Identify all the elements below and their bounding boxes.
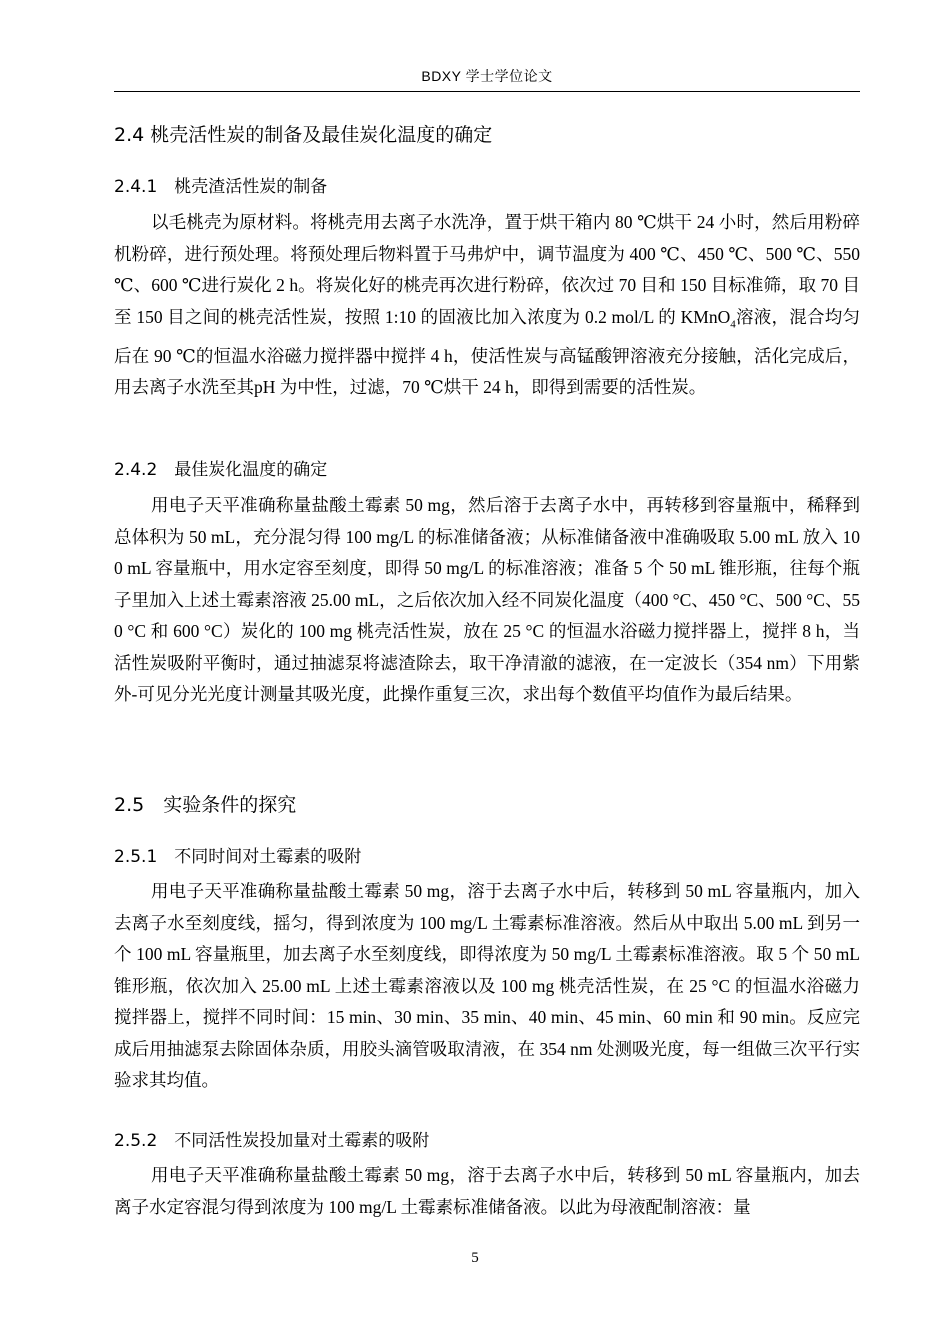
subscript-4: 4 — [730, 318, 736, 330]
section-heading-2-5-1: 2.5.1 不同时间对土霉素的吸附 — [114, 847, 362, 867]
paragraph-2-4-1 — [114, 207, 860, 404]
paragraph-2-5-1: 用电子天平准确称量盐酸土霉素 50 mg，溶于去离子水中后，转移到 50 mL 容量瓶内，加入去离子水至刻度线，摇匀，得到浓度为 100 mg/L 土霉素标准溶液。然后从中取出 5.00 mL 到另一个 100 mL 容量瓶里，加去离子水至刻度线，即得浓度为 50 mg/L 土霉素标准溶液。取 5 个 50 mL 锥形瓶，依次加入 25.00 mL 上述土霉素溶液以及 100 mg 桃壳活性炭，在 25 °C 的恒温水浴磁力搅拌器上，搅拌不同时间：15 min、30 min、35 min、40 min、45 min、60 min 和 90 min。反应完成后用抽滤泵去除固体杂质，用胶头滴管吸取清液，在 354 nm 处测吸光度，每一组做三次平行实验求其均值。 — [114, 881, 860, 1090]
paragraph-2-5-2: 用电子天平准确称量盐酸土霉素 50 mg，溶于去离子水中后，转移到 50 mL 容量瓶内，加去离子水定容混匀得到浓度为 100 mg/L 土霉素标准储备液。以此为母液配制溶液：量 — [114, 1165, 860, 1217]
paragraph-2-4-1-text-b: 溶液，混合均匀后在 90 ℃的恒温水浴磁力搅拌器中搅拌 4 h，使活性炭与高锰酸钾溶液充分接触，活化完成后，用去离子水洗至其pH 为中性，过滤，70 ℃烘干 24 h，即得到需要的活性炭。 — [114, 306, 861, 397]
section-heading-2-4-2: 2.4.2 最佳炭化温度的确定 — [114, 460, 328, 480]
section-heading-2-4: 2.4 桃壳活性炭的制备及最佳炭化温度的确定 — [114, 124, 493, 146]
page-number: 5 — [471, 1250, 479, 1266]
section-heading-2-4-1: 2.4.1 桃壳渣活性炭的制备 — [114, 177, 328, 197]
section-heading-2-5-2: 2.5.2 不同活性炭投加量对土霉素的吸附 — [114, 1131, 430, 1151]
page-header: BDXY 学士学位论文 — [421, 68, 553, 84]
header-rule — [114, 91, 860, 92]
paragraph-2-4-1-text-a: 以毛桃壳为原材料。将桃壳用去离子水洗净，置于烘干箱内 80 ℃烘干 24 小时，然后用粉碎机粉碎，进行预处理。将预处理后物料置于马弗炉中，调节温度为 400 ℃、450 ℃、500 ℃、550 ℃、600 ℃进行炭化 2 h。将炭化好的桃壳再次进行粉碎，依次过 70 目和 150 目标准筛，取 70 目至 150 目之间的桃壳活性炭，按照 1:10 的固液比加入浓度为 0.2 mol/L 的 KMnO — [114, 212, 860, 327]
paragraph-2-4-2: 用电子天平准确称量盐酸土霉素 50 mg，然后溶于去离子水中，再转移到容量瓶中，稀释到总体积为 50 mL，充分混匀得 100 mg/L 的标准储备液；从标准储备液中准确吸取 5.00 mL 放入 100 mL 容量瓶中，用水定容至刻度，即得 50 mg/L 的标准溶液；准备 5 个 50 mL 锥形瓶，往每个瓶子里加入上述土霉素溶液 25.00 mL，之后依次加入经不同炭化温度（400 °C、450 °C、500 °C、550 °C 和 600 °C）炭化的 100 mg 桃壳活性炭，放在 25 °C 的恒温水浴磁力搅拌器上，搅拌 8 h，当活性炭吸附平衡时，通过抽滤泵将滤渣除去，取干净清澈的滤液，在一定波长（354 nm）下用紫外-可见分光光度计测量其吸光度，此操作重复三次，求出每个数值平均值作为最后结果。 — [114, 495, 860, 704]
section-heading-2-5: 2.5 实验条件的探究 — [114, 794, 297, 816]
